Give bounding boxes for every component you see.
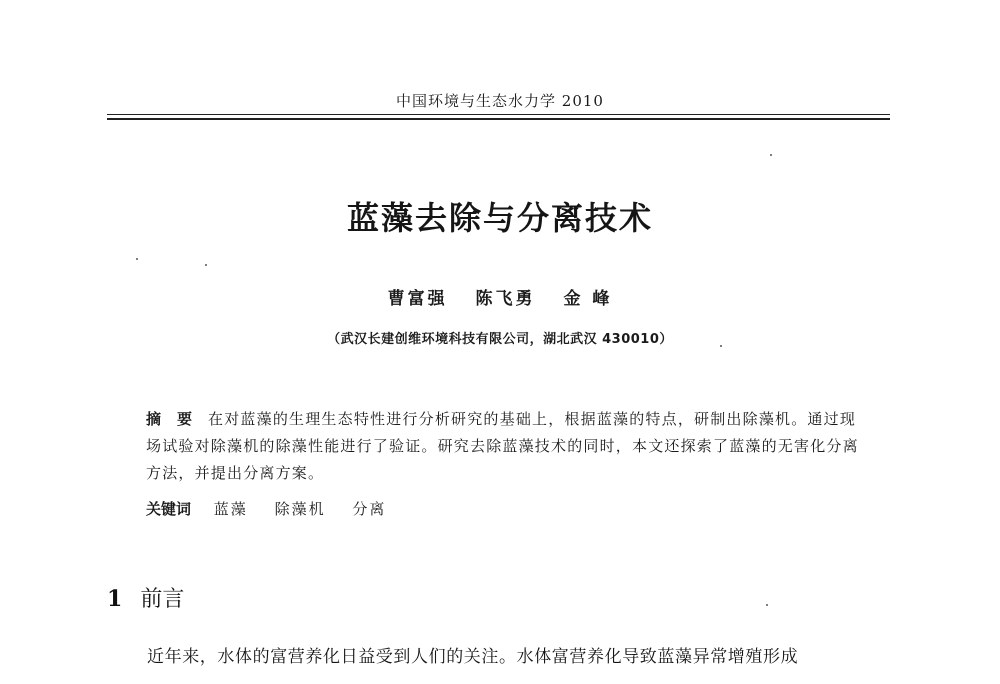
abstract-label: 摘要: [146, 410, 209, 428]
section-number: 1: [107, 586, 123, 612]
author-name: 陈飞勇: [475, 289, 536, 309]
header-rule-thin: [107, 114, 890, 115]
scan-speck: [205, 264, 207, 266]
abstract-text: 在对蓝藻的生理生态特性进行分析研究的基础上，根据蓝藻的特点，研制出除藻机。通过现场试验对除藻机的除藻性能进行了验证。研究去除蓝藻技术的同时，本文还探索了蓝藻的无害化分离方法，并提出分离方案。: [146, 410, 859, 482]
scan-speck: [136, 258, 138, 260]
paper-title: 蓝藻去除与分离技术: [346, 199, 653, 237]
scan-speck: [720, 345, 722, 347]
body-paragraph: 近年来，水体的富营养化日益受到人们的关注。水体富营养化导致蓝藻异常增殖形成: [147, 647, 799, 667]
header-rule-thick: [107, 118, 890, 120]
keywords-label: 关键词: [146, 500, 192, 518]
section-title: 前言: [140, 587, 185, 612]
scan-speck: [766, 604, 768, 606]
running-header: 中国环境与生态水力学 2010: [396, 92, 604, 110]
keyword: 蓝藻: [213, 500, 248, 518]
abstract: [146, 406, 861, 487]
keywords: [146, 496, 861, 523]
keyword: 分离: [352, 500, 387, 518]
author-name: 曹富强: [387, 289, 448, 309]
keyword: 除藻机: [274, 500, 326, 518]
author-list: [0, 284, 1000, 309]
affiliation: （武汉长建创维环境科技有限公司，湖北武汉 430010）: [327, 332, 673, 347]
scan-speck: [770, 154, 772, 156]
section-heading: [107, 582, 184, 613]
author-name: 金 峰: [563, 289, 613, 309]
